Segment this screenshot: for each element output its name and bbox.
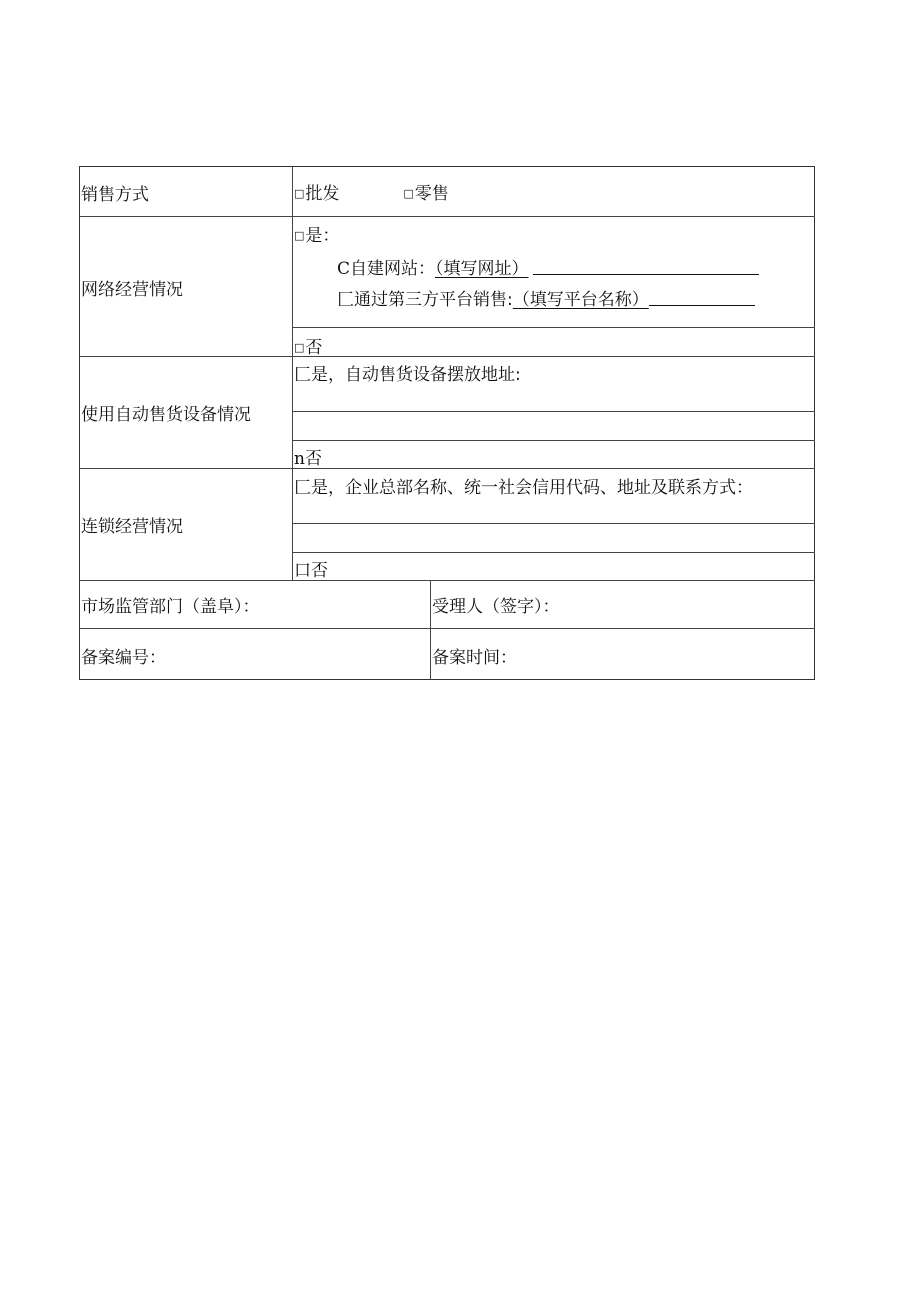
- online-no-option: [294, 338, 322, 358]
- row-divider-online: [80, 356, 815, 357]
- vending-machine-label: 使用自动售货设备情况: [81, 405, 251, 425]
- row-divider-chain-inner-2: [293, 552, 815, 553]
- online-yes-label: 是：: [305, 226, 340, 246]
- vending-no-checkbox[interactable]: n: [294, 449, 305, 469]
- wholesale-option-label: 批发: [305, 184, 340, 204]
- sales-method-label: 销售方式: [81, 185, 149, 205]
- self-site-label: 自建网站：: [350, 259, 436, 279]
- row-divider-footer: [80, 628, 815, 629]
- row-divider-chain: [80, 580, 815, 581]
- filing-form-table: [79, 166, 815, 680]
- third-party-platform-line: [337, 289, 755, 310]
- handler-signature-label: 受理人（签字）：: [432, 597, 560, 617]
- vending-address-field-1[interactable]: [294, 412, 814, 439]
- chain-yes-checkbox[interactable]: 匚: [294, 478, 311, 498]
- vending-yes-label: 是，自动售货设备摆放地址:: [311, 365, 521, 385]
- self-site-url-blank[interactable]: [533, 258, 759, 275]
- chain-no-label: 否: [311, 561, 328, 581]
- row-divider-sales: [80, 216, 815, 217]
- wholesale-checkbox[interactable]: □: [294, 187, 305, 200]
- third-party-hint: （填写平台名称）: [512, 290, 649, 310]
- chain-no-checkbox[interactable]: 口: [294, 561, 311, 581]
- third-party-label: 通过第三方平台销售:: [354, 290, 513, 310]
- vending-yes-checkbox[interactable]: 匚: [294, 365, 311, 385]
- vending-no-option: [294, 449, 322, 469]
- row-divider-online-inner: [293, 327, 815, 328]
- chain-business-label: 连锁经营情况: [81, 517, 183, 537]
- self-site-checkbox[interactable]: C: [337, 259, 351, 279]
- online-no-label: 否: [305, 338, 323, 358]
- row-divider-vending-inner-2: [293, 440, 815, 441]
- column-divider-footer: [430, 580, 431, 680]
- self-built-site-line: [337, 258, 759, 279]
- online-business-label: 网络经营情况: [81, 280, 183, 300]
- chain-no-option: [294, 561, 328, 581]
- row-divider-vending: [80, 468, 815, 469]
- retail-checkbox[interactable]: □: [403, 187, 414, 200]
- online-yes-option: [294, 226, 339, 246]
- online-no-checkbox[interactable]: □: [294, 341, 305, 354]
- vending-yes-option: [294, 365, 521, 385]
- online-yes-checkbox[interactable]: □: [294, 229, 305, 242]
- self-site-hint: （填写网址）: [435, 259, 529, 279]
- platform-name-blank[interactable]: [649, 289, 755, 306]
- vending-no-label: 否: [304, 449, 322, 469]
- chain-yes-label: 是，企业总部名称、统一社会信用代码、地址及联系方式：: [311, 478, 753, 498]
- column-divider-label: [292, 167, 293, 580]
- chain-yes-option: [294, 478, 753, 498]
- record-number-label: 备案编号：: [81, 648, 166, 668]
- record-time-label: 备案时间：: [432, 648, 517, 668]
- market-supervision-dept-label: 市场监管部门（盖阜）：: [81, 597, 260, 617]
- third-party-checkbox[interactable]: 匚: [337, 290, 354, 310]
- retail-option-label: 零售: [414, 184, 449, 204]
- sales-method-options: [294, 184, 449, 204]
- chain-info-field[interactable]: [294, 524, 814, 551]
